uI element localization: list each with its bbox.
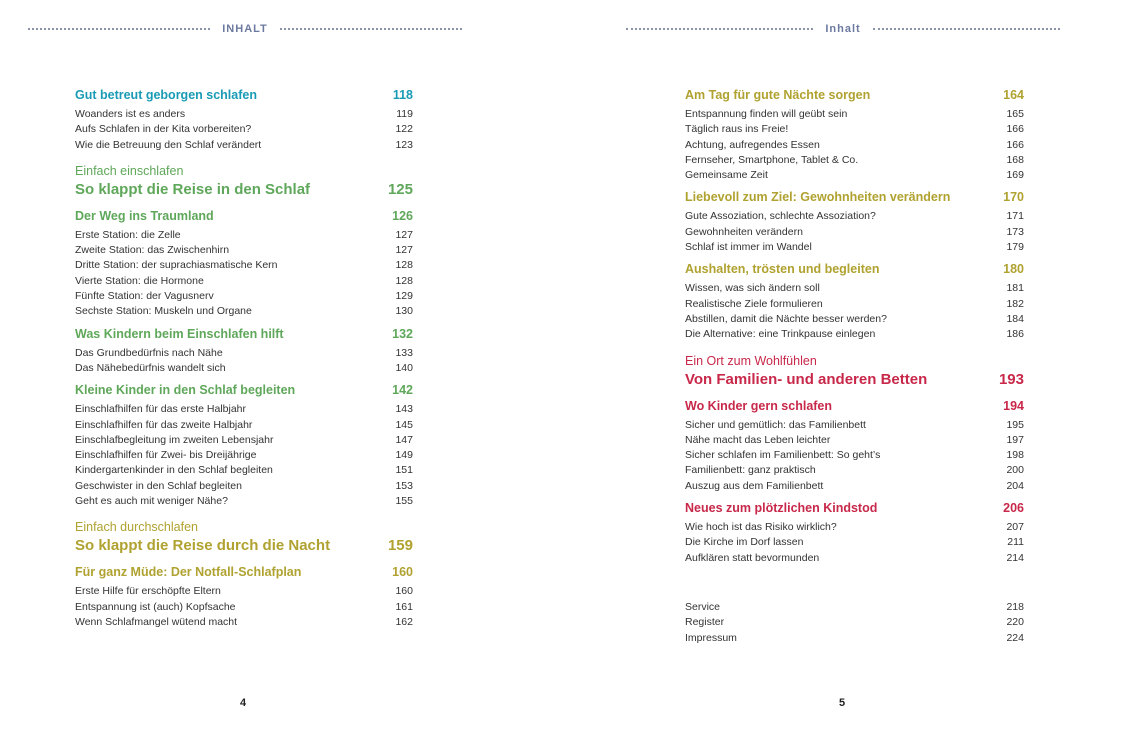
toc-entry-page: 207: [1006, 521, 1024, 534]
toc-entry-title: Das Nähebedürfnis wandelt sich: [75, 361, 226, 374]
toc-entry-title: Das Grundbedürfnis nach Nähe: [75, 346, 223, 359]
toc-spacer: [685, 567, 1024, 601]
toc-entry-title: Achtung, aufregendes Essen: [685, 138, 820, 151]
toc-entry-title: Neues zum plötzlichen Kindstod: [685, 501, 878, 516]
toc-entry-page: 161: [395, 600, 413, 613]
toc-entry: [75, 480, 413, 495]
toc-section-heading: [685, 190, 1024, 207]
toc-entry: [685, 536, 1024, 551]
toc-entry-page: 159: [387, 537, 413, 555]
toc-entry: [75, 464, 413, 479]
toc-entry-title: Der Weg ins Traumland: [75, 208, 214, 223]
toc-section-heading: [685, 399, 1024, 416]
toc-entry-page: 182: [1006, 297, 1024, 310]
toc-entry-page: 140: [395, 361, 413, 374]
toc-entry-page: 149: [395, 449, 413, 462]
toc-entry-page: 224: [1006, 631, 1024, 644]
toc-entry-page: 133: [395, 346, 413, 359]
toc-entry-title: Sechste Station: Muskeln und Organe: [75, 305, 252, 318]
toc-entry-page: 204: [1006, 479, 1024, 492]
toc-entry: [75, 275, 413, 290]
toc-entry-page: 198: [1006, 449, 1024, 462]
toc-entry: [685, 154, 1024, 169]
toc-entry: [685, 521, 1024, 536]
toc-entry-title: Einschlafhilfen für das erste Halbjahr: [75, 403, 247, 416]
toc-entry: [75, 244, 413, 259]
toc-entry: [75, 123, 413, 138]
toc-entry: [75, 495, 413, 510]
toc-entry-page: 186: [1006, 328, 1024, 341]
toc-entry-page: 151: [395, 464, 413, 477]
toc-entry: [75, 305, 413, 320]
toc-entry-page: 126: [392, 208, 413, 223]
toc-entry-page: 143: [395, 403, 413, 416]
toc-entry-page: 147: [395, 433, 413, 446]
toc-entry: [75, 362, 413, 377]
toc-entry-title: Impressum: [685, 631, 737, 644]
toc-entry-title: Entspannung ist (auch) Kopfsache: [75, 600, 236, 613]
toc-entry: [685, 464, 1024, 479]
toc-entry-title: Geschwister in den Schlaf begleiten: [75, 479, 242, 492]
toc-entry-title: Was Kindern beim Einschlafen hilft: [75, 326, 284, 341]
toc-chapter-title: [75, 537, 413, 559]
toc-entry-page: 142: [392, 383, 413, 398]
header-dots: [626, 28, 813, 30]
toc-section-heading: [685, 501, 1024, 518]
toc-entry: [685, 328, 1024, 343]
toc-section-heading: [75, 565, 413, 582]
toc-chapter-kicker: Einfach durchschlafen: [75, 520, 198, 535]
toc-entry-title: Familienbett: ganz praktisch: [685, 464, 816, 477]
toc-entry: [685, 169, 1024, 184]
toc-chapter-title: [685, 371, 1024, 393]
toc-entry-page: 170: [1003, 190, 1024, 205]
toc-entry-page: 128: [395, 274, 413, 287]
toc-entry-page: 118: [392, 88, 413, 102]
toc-entry-title: Register: [685, 616, 725, 629]
toc-entry-title: Aufs Schlafen in der Kita vorbereiten?: [75, 123, 252, 136]
toc-entry: [685, 226, 1024, 241]
toc-entry: [685, 282, 1024, 297]
toc-entry: [685, 210, 1024, 225]
right-page-header: [626, 22, 1060, 36]
header-dots: [28, 28, 210, 30]
toc-entry-page: 206: [1003, 501, 1024, 516]
toc-entry-page: 181: [1006, 282, 1024, 295]
toc-entry-page: 200: [1006, 464, 1024, 477]
toc-entry-title: Nähe macht das Leben leichter: [685, 433, 831, 446]
toc-entry: [685, 552, 1024, 567]
toc-entry-page: 155: [395, 495, 413, 508]
toc-entry: [685, 419, 1024, 434]
toc-entry-page: 194: [1003, 398, 1024, 413]
toc-entry-title: Wenn Schlafmangel wütend macht: [75, 615, 238, 628]
toc-entry-page: 128: [395, 259, 413, 272]
toc-chapter-title: [75, 181, 413, 203]
toc-entry-page: 164: [1003, 88, 1024, 102]
toc-entry: [685, 298, 1024, 313]
toc-entry: [685, 241, 1024, 256]
toc-entry: [75, 108, 413, 123]
toc-entry-title: Kleine Kinder in den Schlaf begleiten: [75, 383, 296, 398]
toc-entry-title: Liebevoll zum Ziel: Gewohnheiten verändern: [685, 190, 951, 205]
right-page-number: 5: [839, 697, 846, 709]
toc-entry-page: 127: [395, 244, 413, 257]
toc-entry-page: 127: [395, 228, 413, 241]
toc-entry-page: 195: [1006, 418, 1024, 431]
toc-entry-page: 160: [392, 565, 413, 580]
toc-entry-page: 162: [395, 615, 413, 628]
toc-section-heading: [685, 262, 1024, 279]
toc-entry-page: 173: [1006, 225, 1024, 238]
toc-entry-page: 122: [395, 123, 413, 136]
left-page-header: [28, 22, 462, 36]
toc-section-heading: [75, 209, 413, 226]
toc-entry-title: Die Kirche im Dorf lassen: [685, 536, 804, 549]
toc-entry-page: 132: [392, 326, 413, 341]
toc-entry-title: Vierte Station: die Hormone: [75, 274, 204, 287]
toc-entry-title: Geht es auch mit weniger Nähe?: [75, 495, 228, 508]
toc-entry: [685, 139, 1024, 154]
toc-entry-title: Dritte Station: der suprachiasmatische Kern: [75, 259, 278, 272]
left-page-number: 4: [240, 697, 247, 709]
toc-entry: [75, 616, 413, 631]
toc-entry-title: Entspannung finden will geübt sein: [685, 108, 848, 120]
toc-entry-page: 218: [1006, 600, 1024, 613]
toc-entry-title: Schlaf ist immer im Wandel: [685, 241, 812, 254]
toc-entry-title: Wo Kinder gern schlafen: [685, 398, 833, 413]
header-dots: [873, 28, 1060, 30]
toc-entry-title: Auszug aus dem Familienbett: [685, 479, 824, 492]
toc-entry-page: 197: [1006, 433, 1024, 446]
toc-entry-page: 193: [998, 370, 1024, 388]
left-toc-column: [75, 88, 413, 631]
left-header-title: INHALT: [222, 23, 268, 35]
toc-entry-page: 184: [1006, 312, 1024, 325]
toc-chapter-kicker: Einfach einschlafen: [75, 163, 184, 178]
toc-entry: [75, 229, 413, 244]
toc-entry-page: 211: [1007, 536, 1024, 549]
right-header-title: Inhalt: [825, 23, 861, 35]
toc-entry-title: Fernseher, Smartphone, Tablet & Co.: [685, 153, 859, 166]
toc-entry: [75, 419, 413, 434]
toc-entry: [685, 123, 1024, 138]
toc-entry-title: Gemeinsame Zeit: [685, 169, 768, 182]
toc-entry-title: Erste Station: die Zelle: [75, 228, 181, 241]
toc-entry: [685, 434, 1024, 449]
toc-entry-title: Woanders ist es anders: [75, 108, 186, 120]
toc-entry-title: Gewohnheiten verändern: [685, 225, 803, 238]
toc-entry-title: Service: [685, 600, 721, 613]
toc-entry-title: Kindergartenkinder in den Schlaf begleiten: [75, 464, 273, 477]
toc-chapter-kicker: Ein Ort zum Wohlfühlen: [685, 353, 817, 368]
right-toc-column: [685, 88, 1024, 647]
toc-entry-page: 166: [1006, 138, 1024, 151]
toc-entry-title: Für ganz Müde: Der Notfall-Schlafplan: [75, 565, 302, 580]
toc-entry-page: 123: [395, 138, 413, 151]
toc-section-heading: [75, 327, 413, 344]
toc-entry-title: Einschlafbegleitung im zweiten Lebensjahr: [75, 433, 274, 446]
toc-entry: [75, 585, 413, 600]
toc-entry-page: 160: [395, 585, 413, 598]
toc-entry: [75, 347, 413, 362]
toc-entry-title: Die Alternative: eine Trinkpause einlegen: [685, 328, 876, 341]
toc-entry-page: 168: [1006, 153, 1024, 166]
header-dots: [280, 28, 462, 30]
toc-entry-title: Täglich raus ins Freie!: [685, 123, 789, 136]
toc-entry: [685, 601, 1024, 616]
toc-entry-title: Sicher und gemütlich: das Familienbett: [685, 418, 866, 431]
toc-entry-title: Realistische Ziele formulieren: [685, 297, 823, 310]
toc-entry: [685, 449, 1024, 464]
toc-entry-title: Erste Hilfe für erschöpfte Eltern: [75, 585, 221, 598]
toc-entry-page: 125: [387, 180, 413, 198]
toc-entry-title: Gute Assoziation, schlechte Assoziation?: [685, 210, 876, 223]
toc-entry-title: Einschlafhilfen für Zwei- bis Dreijährige: [75, 449, 257, 462]
toc-entry-title: Wie hoch ist das Risiko wirklich?: [685, 521, 837, 534]
toc-entry-page: 166: [1006, 123, 1024, 136]
toc-entry: [685, 108, 1024, 123]
toc-entry-title: Einschlafhilfen für das zweite Halbjahr: [75, 418, 253, 431]
toc-entry: [685, 313, 1024, 328]
toc-entry-page: 119: [396, 108, 413, 120]
toc-entry-title: Abstillen, damit die Nächte besser werden?: [685, 312, 887, 325]
toc-entry-page: 129: [395, 290, 413, 303]
toc-entry-title: Am Tag für gute Nächte sorgen: [685, 88, 871, 102]
toc-section-heading: [685, 88, 1024, 105]
toc-entry-page: 180: [1003, 262, 1024, 277]
toc-section-heading: [75, 88, 413, 105]
toc-entry: [75, 290, 413, 305]
toc-entry: [75, 449, 413, 464]
toc-entry: [75, 259, 413, 274]
toc-entry: [685, 632, 1024, 647]
toc-entry-title: Wissen, was sich ändern soll: [685, 282, 820, 295]
toc-entry-page: 179: [1006, 241, 1024, 254]
toc-entry-page: 214: [1006, 551, 1024, 564]
toc-entry-title: So klappt die Reise durch die Nacht: [75, 537, 331, 555]
toc-entry-title: Wie die Betreuung den Schlaf verändert: [75, 138, 262, 151]
toc-entry-page: 171: [1006, 210, 1024, 223]
toc-entry-title: Fünfte Station: der Vagusnerv: [75, 290, 214, 303]
toc-entry-title: Zweite Station: das Zwischenhirn: [75, 244, 230, 257]
toc-entry-page: 220: [1006, 616, 1024, 629]
toc-entry-page: 130: [395, 305, 413, 318]
toc-entry-page: 145: [395, 418, 413, 431]
toc-entry-title: Gut betreut geborgen schlafen: [75, 88, 257, 102]
toc-entry-page: 169: [1006, 169, 1024, 182]
toc-entry: [75, 403, 413, 418]
toc-entry-title: Sicher schlafen im Familienbett: So geht’s: [685, 449, 881, 462]
toc-entry-title: So klappt die Reise in den Schlaf: [75, 180, 311, 198]
toc-entry-page: 165: [1006, 108, 1024, 120]
toc-entry: [75, 601, 413, 616]
toc-entry-title: Von Familien- und anderen Betten: [685, 370, 928, 388]
toc-section-heading: [75, 383, 413, 400]
toc-entry: [75, 139, 413, 154]
toc-entry: [685, 480, 1024, 495]
toc-entry: [75, 434, 413, 449]
toc-entry-title: Aushalten, trösten und begleiten: [685, 262, 880, 277]
toc-entry-page: 153: [395, 479, 413, 492]
toc-entry-title: Aufklären statt bevormunden: [685, 551, 820, 564]
toc-entry: [685, 616, 1024, 631]
